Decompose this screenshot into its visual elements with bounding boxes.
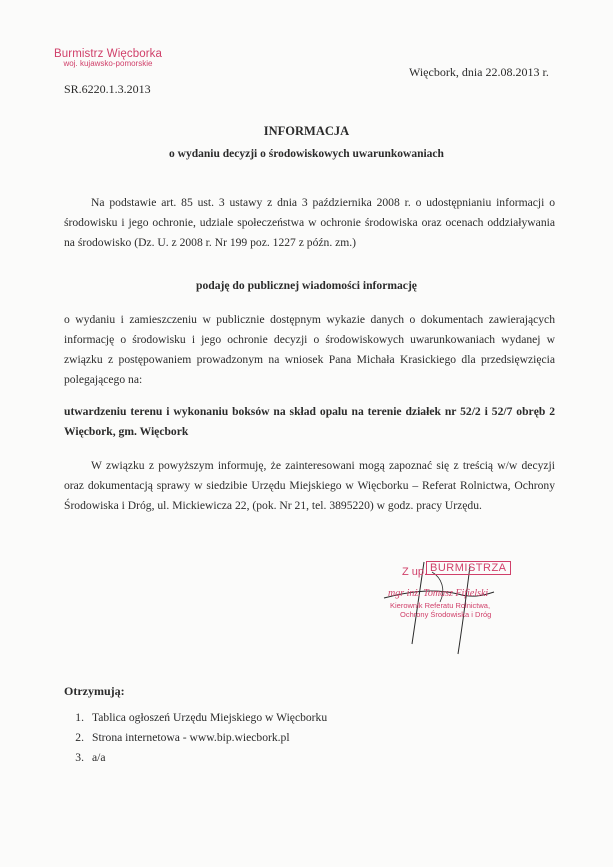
list-item-number: 1. [75,711,84,724]
list-item-number: 3. [75,751,84,764]
place-date: Więcbork, dnia 22.08.2013 r. [409,65,549,79]
legal-basis-text: Na podstawie art. 85 ust. 3 ustawy z dnia 3 października 2008 r. o udostępnianiu informacji o środowisku i jego ochronie, udziale społeczeństwa w ochronie środowiska oraz ocenach oddziaływania na środowisko (Dz. U. z 2008 r. Nr 199 poz. 1227 z późn. zm.) [64,196,555,249]
signatory-name: mgr inż. Tomasz Fifielski [388,588,489,599]
decision-paragraph [64,310,555,390]
announcement-heading: podaję do publicznej wiadomości informację [196,279,417,292]
signature-office: BURMISTRZA [426,561,511,575]
signature-stamp [362,558,542,658]
list-item [64,748,327,768]
office-stamp [54,48,162,68]
list-item-text: Strona internetowa - www.bip.wiecbork.pl [92,731,290,744]
signature-prefix: Z up. [402,566,428,578]
list-item [64,728,327,748]
office-stamp-region: woj. kujawsko-pomorskie [63,59,153,69]
list-item-number: 2. [75,731,84,744]
list-item-text: a/a [92,751,106,764]
signatory-position-line1: Kierownik Referatu Rolnictwa, [390,601,491,610]
project-description: utwardzeniu terenu i wykonaniu boksów na skład opalu na terenie działek nr 52/2 i 52/7 obręb 2 Więcbork, gm. Więcbork [64,405,555,438]
document-subtitle: o wydaniu decyzji o środowiskowych uwarunkowaniach [169,148,444,160]
list-item [64,708,327,728]
list-item-text: Tablica ogłoszeń Urzędu Miejskiego w Więcborku [92,711,328,724]
decision-text: o wydaniu i zamieszczeniu w publicznie dostępnym wykazie danych o dokumentach zawierających informację o środowisku i jego ochronie decyzji o środowiskowych uwarunkowaniach wydanej w związku z postępowaniem prowadzonym na wniosek Pana Michała Krasickiego dla przedsięwzięcia polegającego na: [64,313,555,386]
recipients-title: Otrzymują: [64,684,125,698]
signatory-position-line2: Ochrony Środowiska i Dróg [400,610,492,619]
recipients-list [64,708,327,768]
access-text: W związku z powyższym informuję, że zainteresowani mogą zapoznać się z treścią w/w decyzji oraz dokumentacją sprawy w siedzibie Urzędu Miejskiego w Więcborku – Referat Rolnictwa, Ochrony Środowiska i Dróg, ul. Mickiewicza 22, (pok. Nr 21, tel. 3895220) w godz. pracy Urzędu. [64,459,555,512]
reference-number: SR.6220.1.3.2013 [64,82,151,96]
legal-basis-paragraph [64,193,555,253]
document-title: INFORMACJA [263,124,350,138]
office-stamp-title: Burmistrz Więcborka [54,48,162,60]
access-paragraph [64,456,555,516]
